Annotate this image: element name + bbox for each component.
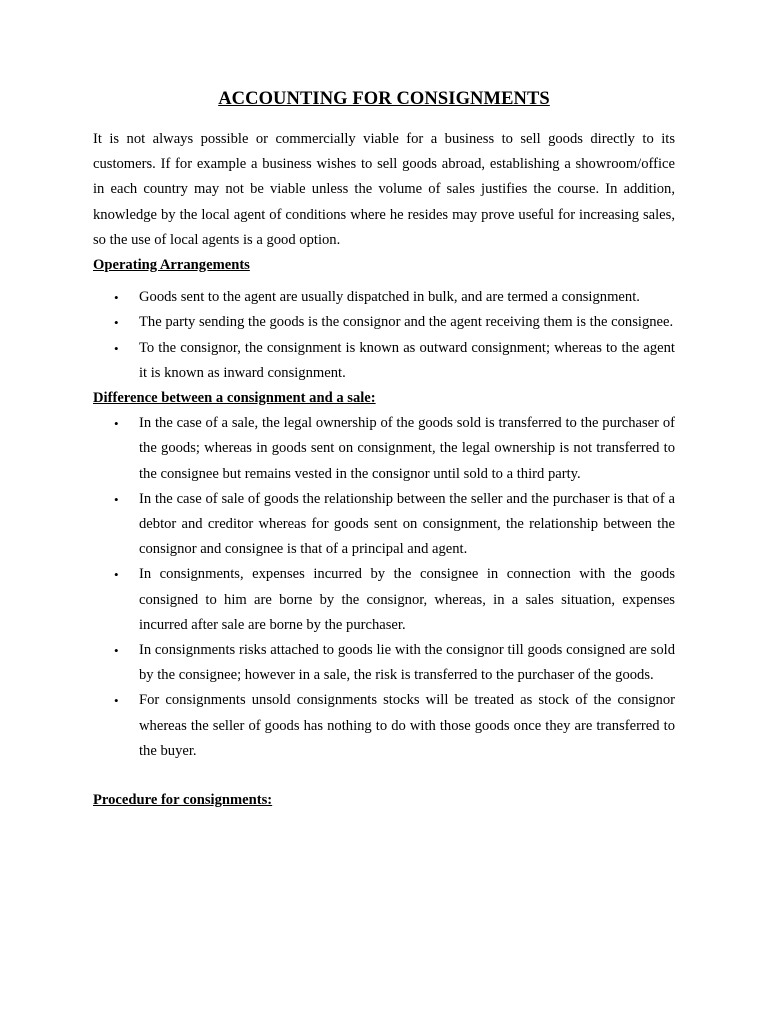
document-title: ACCOUNTING FOR CONSIGNMENTS xyxy=(218,89,550,109)
section-heading-consignment-vs-sale: Difference between a consignment and a sale: xyxy=(93,390,376,407)
list-item: • In the case of sale of goods the relationship between the seller and the purchaser is that of a debtor and creditor whereas for goods sent on consignment, the relationship between the consignor and consignee is that of a principal and agent. xyxy=(93,487,675,563)
bullet-icon: • xyxy=(114,643,119,659)
bullet-icon: • xyxy=(114,315,119,331)
list-item: • In the case of a sale, the legal ownership of the goods sold is transferred to the purchaser of the goods; whereas in goods sent on consignment, the legal ownership is not transferred to the consignee but remains vested in the consignor until sold to a third party. xyxy=(93,411,675,487)
section-heading-operating-arrangements: Operating Arrangements xyxy=(93,257,250,274)
list-item: • In consignments risks attached to goods lie with the consignor till goods consigned are sold by the consignee; however in a sale, the risk is transferred to the purchaser of the goods. xyxy=(93,638,675,688)
list-item: • Goods sent to the agent are usually dispatched in bulk, and are termed a consignment. xyxy=(93,285,675,310)
consignment-vs-sale-list xyxy=(93,411,675,764)
bullet-icon: • xyxy=(114,693,119,709)
list-item: • The party sending the goods is the consignor and the agent receiving them is the consignee. xyxy=(93,310,675,335)
bullet-icon: • xyxy=(114,491,119,507)
bullet-icon: • xyxy=(114,567,119,583)
list-item: • In consignments, expenses incurred by the consignee in connection with the goods consigned to him are borne by the consignor, whereas, in a sales situation, expenses incurred after sale are borne by the purchaser. xyxy=(93,562,675,638)
operating-arrangements-list xyxy=(93,285,675,386)
list-item: • To the consignor, the consignment is known as outward consignment; whereas to the agent it is known as inward consignment. xyxy=(93,336,675,386)
intro-paragraph: It is not always possible or commercially viable for a business to sell goods directly to its customers. If for example a business wishes to sell goods abroad, establishing a showroom/office in each country may not be viable unless the volume of sales justifies the course. In addition, knowledge by the local agent of conditions where he resides may prove useful for increasing sales, so the use of local agents is a good option. xyxy=(93,131,675,248)
bullet-icon: • xyxy=(114,340,119,356)
bullet-icon: • xyxy=(114,290,119,306)
list-item: • For consignments unsold consignments stocks will be treated as stock of the consignor whereas the seller of goods has nothing to do with those goods once they are transferred to the buyer. xyxy=(93,688,675,764)
bullet-icon: • xyxy=(114,416,119,432)
document-page xyxy=(93,86,675,813)
section-heading-procedure: Procedure for consignments: xyxy=(93,792,273,809)
